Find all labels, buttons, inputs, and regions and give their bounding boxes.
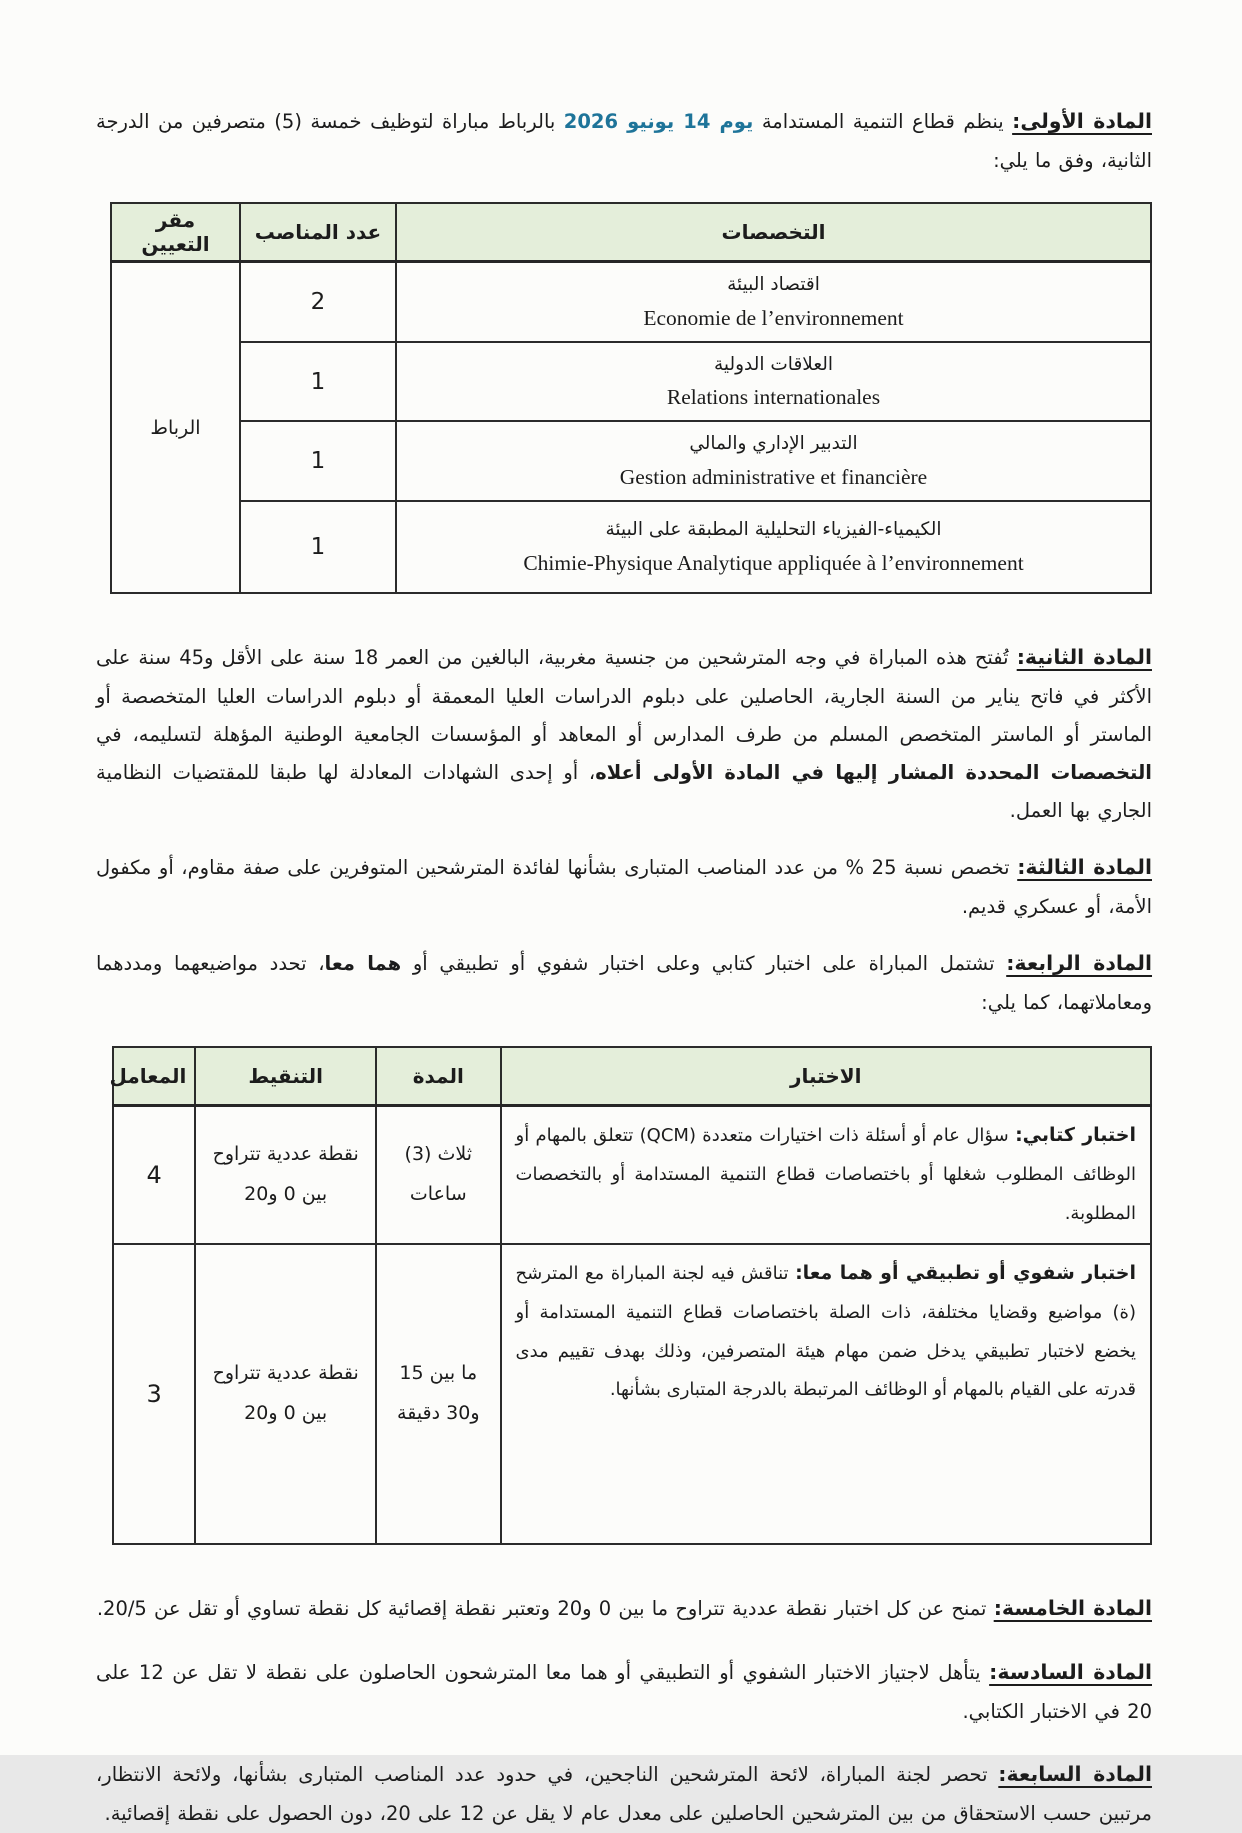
header-positions: عدد المناصب <box>240 203 396 262</box>
article-6-text: يتأهل لاجتياز الاختبار الشفوي أو التطبيقي أو هما معا المترشحون الحاصلون على نقطة لا تقل عن 12 على 20 في الاختبار الكتابي. <box>96 1661 1152 1724</box>
exam-duration: ثلاث (3) ساعات <box>376 1106 500 1245</box>
table-row <box>113 1244 1151 1544</box>
table-row <box>111 501 1151 593</box>
exam-scoring: نقطة عددية تتراوح بين 0 و20 <box>195 1106 376 1245</box>
specialization-french: Economie de l’environnement <box>643 305 904 330</box>
specializations-table <box>110 202 1152 594</box>
exam-duration: ما بين 15 و30 دقيقة <box>376 1244 500 1544</box>
exam-description-cell <box>501 1244 1152 1544</box>
header-coefficient: المعامل <box>113 1047 195 1106</box>
header-scoring: التنقيط <box>195 1047 376 1106</box>
location-cell: الرباط <box>111 261 240 593</box>
article-3-label: المادة الثالثة: <box>1017 855 1152 880</box>
article-2-label: المادة الثانية: <box>1016 645 1152 670</box>
specializations-table-header-row <box>111 203 1151 262</box>
article-2-text-2: ، أو إحدى الشهادات المعادلة لها طبقا للمقتضيات النظامية الجاري بها العمل. <box>96 761 1152 823</box>
article-7-label: المادة السابعة: <box>998 1762 1152 1787</box>
article-4-text-1: تشتمل المباراة على اختبار كتابي وعلى اختبار شفوي أو تطبيقي أو <box>401 952 1007 976</box>
positions-count: 1 <box>240 501 396 593</box>
article-3-paragraph <box>96 848 1152 926</box>
exam-coefficient: 4 <box>113 1106 195 1245</box>
specialization-cell <box>396 261 1151 341</box>
article-4-label: المادة الرابعة: <box>1006 951 1153 976</box>
positions-count: 2 <box>240 261 396 341</box>
exam-description: سؤال عام أو أسئلة ذات اختيارات متعددة (QCM) تتعلق بالمهام أو الوظائف المطلوب شغلها أو باختصاصات قطاع التنمية المستدامة أو بالتخصصات المطلوبة. <box>515 1125 1136 1224</box>
exams-table-header-row <box>113 1047 1151 1106</box>
exam-scoring: نقطة عددية تتراوح بين 0 و20 <box>195 1244 376 1544</box>
specialization-cell <box>396 421 1151 501</box>
specialization-arabic: اقتصاد البيئة <box>727 273 820 295</box>
table-row <box>113 1106 1151 1245</box>
specialization-cell <box>396 342 1151 422</box>
table-row <box>111 342 1151 422</box>
article-3-text: تخصص نسبة 25 % من عدد المناصب المتبارى بشأنها لفائدة المترشحين المتوفرين على صفة مقاوم، أو مكفول الأمة، أو عسكري قديم. <box>96 856 1152 919</box>
article-1-text-after-date: بالرباط مباراة لتوظيف خمسة (5) متصرفين من الدرجة الثانية، وفق ما يلي: <box>96 110 1152 172</box>
article-7-paragraph <box>96 1755 1152 1833</box>
header-duration: المدة <box>376 1047 500 1106</box>
article-4-bold-run: هما معا <box>324 952 402 976</box>
header-location: مقر التعيين <box>111 203 240 262</box>
article-5-label: المادة الخامسة: <box>993 1596 1152 1621</box>
specialization-arabic: التدبير الإداري والمالي <box>689 433 858 455</box>
specialization-french: Gestion administrative et financière <box>619 465 928 490</box>
table-row <box>111 421 1151 501</box>
header-exam: الاختبار <box>501 1047 1152 1106</box>
specialization-cell <box>396 501 1151 593</box>
article-1-date: يوم 14 يونيو 2026 <box>563 110 754 133</box>
specialization-arabic: الكيمياء-الفيزياء التحليلية المطبقة على البيئة <box>605 519 942 541</box>
exam-description: تناقش فيه لجنة المباراة مع المترشح (ة) مواضيع وقضايا مختلفة، ذات الصلة باختصاصات قطاع التنمية المستدامة أو يخضع لاختبار تطبيقي يدخل ضمن مهام هيئة المتصرفين، وذلك بهدف تقييم مدى قدرته على القيام بالمهام أو الوظائف المرتبطة بالدرجة المتبارى بشأنها. <box>515 1263 1136 1401</box>
exam-name: اختبار شفوي أو تطبيقي أو هما معا: <box>795 1262 1136 1285</box>
article-4-paragraph <box>96 944 1152 1022</box>
header-specializations: التخصصات <box>396 203 1151 262</box>
article-5-text: تمنح عن كل اختبار نقطة عددية تتراوح ما بين 0 و20 وتعتبر نقطة إقصائية كل نقطة تساوي أو تقل عن 20/5. <box>96 1597 994 1621</box>
table-row <box>111 261 1151 341</box>
article-4-text-2: ، تحدد مواضيعهما ومددهما ومعاملاتهما، كما يلي: <box>96 952 1152 1015</box>
article-5-paragraph <box>96 1589 1152 1629</box>
article-7-text: تحصر لجنة المباراة، لائحة المترشحين الناجحين، في حدود عدد المناصب المتبارى بشأنها، ولائحة الانتظار، مرتبين حسب الاستحقاق من بين المترشحين الحاصلين على معدل عام لا يقل عن 12 على 20، دون الحصول على نقطة إقصائية. <box>96 1763 1152 1826</box>
article-6-paragraph <box>96 1653 1152 1731</box>
exam-description-cell <box>501 1106 1152 1245</box>
article-1-label: المادة الأولى: <box>1012 109 1152 133</box>
positions-count: 1 <box>240 421 396 501</box>
article-1-text-before-date: ينظم قطاع التنمية المستدامة <box>753 110 1013 133</box>
exam-coefficient: 3 <box>113 1244 195 1544</box>
specialization-french: Chimie-Physique Analytique appliquée à l’environnement <box>523 550 1024 575</box>
exam-name: اختبار كتابي: <box>1015 1124 1136 1147</box>
article-2-text-1: تُفتح هذه المباراة في وجه المترشحين من جنسية مغربية، البالغين من العمر 18 سنة على الأقل و45 سنة على الأكثر في فاتح يناير من السنة الجارية، الحاصلين على دبلوم الدراسات العليا المعمقة أو دبلوم الدراسات العليا المتخصصة أو الماستر أو الماستر المتخصص المسلم من طرف المدارس أو المعاهد أو المؤسسات الجامعية الوطنية المؤهلة لتسليمه، في <box>96 646 1152 747</box>
article-6-label: المادة السادسة: <box>989 1660 1152 1685</box>
article-1-paragraph <box>96 102 1152 180</box>
exams-table <box>109 1046 1152 1545</box>
specialization-french: Relations internationales <box>666 385 881 410</box>
article-2-paragraph <box>96 638 1152 830</box>
positions-count: 1 <box>240 342 396 422</box>
specialization-arabic: العلاقات الدولية <box>713 353 834 375</box>
article-2-bold-run: التخصصات المحددة المشار إليها في المادة الأولى أعلاه <box>595 761 1152 785</box>
